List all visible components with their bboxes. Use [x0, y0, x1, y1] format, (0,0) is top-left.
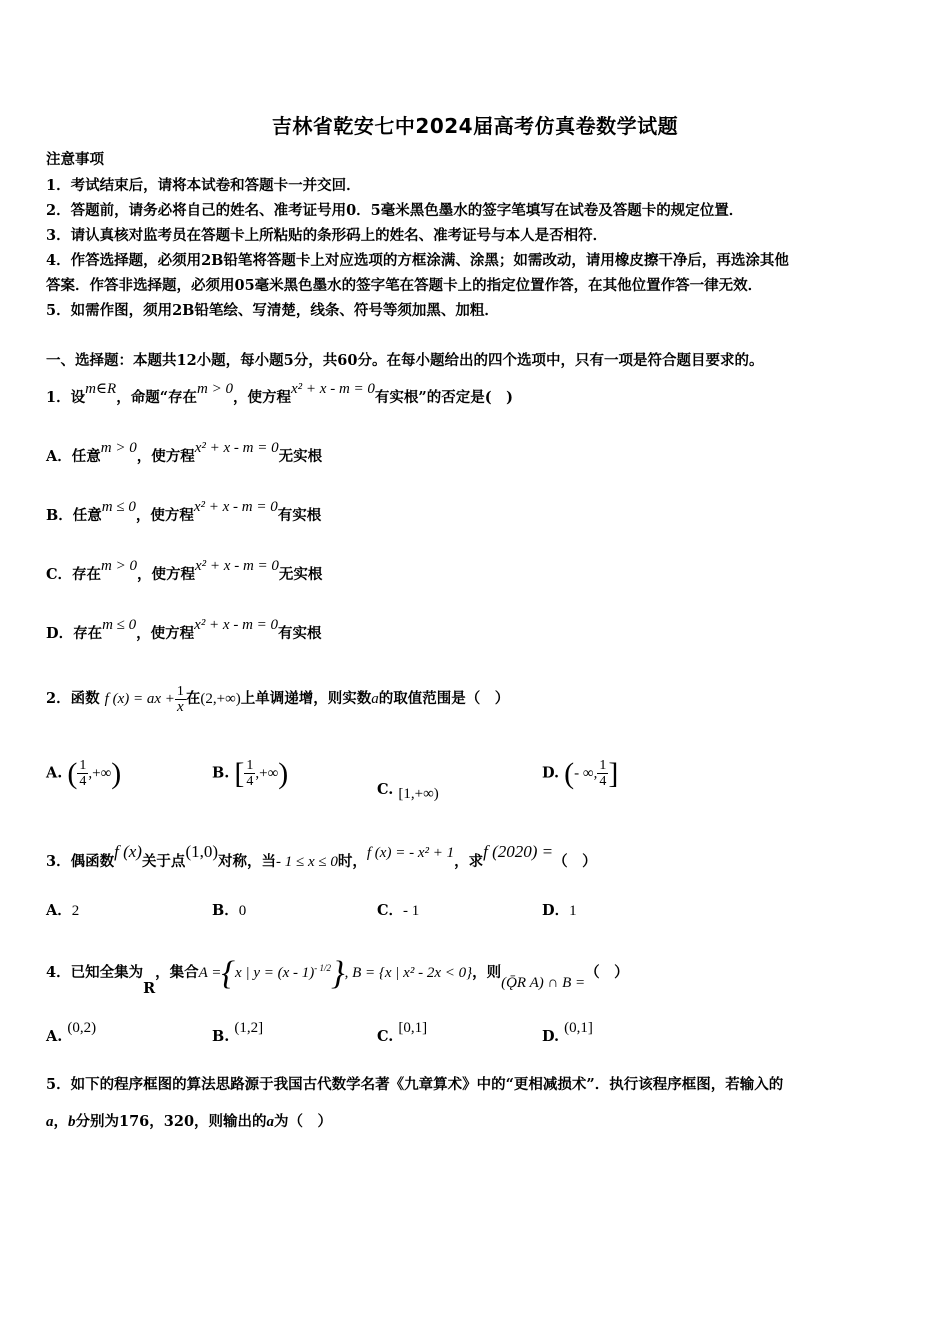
- q3-text: 时，: [337, 853, 367, 870]
- option-label: B.: [212, 1028, 230, 1045]
- set-a-prefix: A =: [198, 965, 222, 981]
- q1-text: 1．设: [46, 389, 86, 406]
- q1-text: ，使方程: [233, 389, 292, 406]
- question-3: [46, 842, 597, 872]
- bracket: (: [67, 756, 78, 790]
- note-item: 3．请认真核对监考员在答题卡上所粘贴的条形码上的姓名、准考证号与本人是否相符．: [46, 227, 608, 244]
- option-math: ,+∞: [88, 765, 112, 782]
- q4-option-b: [212, 1020, 264, 1046]
- q4-math: R: [143, 980, 156, 997]
- q3-option-b: [212, 899, 246, 920]
- option-math: m > 0: [100, 440, 137, 456]
- q2-math: f (x) = ax +: [104, 691, 175, 707]
- q3-option-c: [377, 899, 419, 920]
- option-math: - ∞,: [574, 765, 598, 782]
- option-text: ，使方程: [136, 625, 195, 642]
- q1-option-a: [46, 440, 323, 467]
- option-text: 无实根: [278, 566, 323, 583]
- option-label: D．存在: [46, 625, 103, 642]
- option-math: m > 0: [101, 558, 138, 574]
- q5-var: a: [266, 1114, 275, 1130]
- q5-text: ，: [53, 1113, 68, 1130]
- q1-option-d: [46, 617, 322, 644]
- brace: }: [331, 954, 345, 992]
- fraction: [597, 758, 608, 789]
- q5-text: 分别为176，320，则输出的: [75, 1113, 267, 1130]
- option-math: [1,+∞): [398, 786, 439, 802]
- q1-option-c: [46, 558, 323, 585]
- q4-set-expression: [198, 954, 473, 992]
- q1-math: m∈R: [85, 381, 117, 397]
- q5-var: a: [46, 1114, 54, 1130]
- fraction-numerator: 1: [599, 758, 607, 773]
- q3-math: (1,0): [185, 842, 219, 861]
- bracket: ): [278, 756, 289, 790]
- q4-option-a: [46, 1020, 97, 1046]
- note-item: 1．考试结束后，请将本试卷和答题卡一并交回．: [46, 177, 361, 194]
- q4-text: 4．已知全集为: [46, 964, 144, 981]
- option-math: ,+∞: [255, 765, 279, 782]
- option-label: C.: [377, 781, 394, 798]
- option-label: A.: [46, 764, 63, 782]
- option-text: 有实根: [277, 507, 322, 524]
- q2-text: 2．函数: [46, 690, 100, 707]
- q1-math: m > 0: [197, 381, 234, 397]
- option-value: (0,2): [67, 1020, 97, 1036]
- q4-text: ，则: [472, 964, 502, 981]
- question-5-line-1: 5．如下的程序框图的算法思路源于我国古代数学名著《九章算术》中的“更相减损术”．执行该程序框图，若输入的: [46, 1076, 784, 1093]
- option-value: 1: [569, 903, 577, 919]
- fraction-denominator: 4: [79, 774, 87, 789]
- q4-option-d: [542, 1020, 593, 1046]
- option-value: (1,2]: [234, 1020, 264, 1036]
- set-a-body: x | y = (x - 1): [235, 965, 315, 981]
- q3-text: 对称，当: [218, 853, 277, 870]
- q2-text: 在: [185, 690, 201, 707]
- question-1: [46, 381, 513, 408]
- question-2: [46, 682, 509, 716]
- q2-text: 上单调递增，则实数: [240, 690, 372, 707]
- q3-option-d: [542, 899, 577, 920]
- option-text: 无实根: [278, 448, 323, 465]
- q1-math: x² + x - m = 0: [291, 381, 375, 397]
- q4-text: （ ）: [585, 964, 629, 981]
- brace: {: [221, 954, 236, 992]
- q2-text: 的取值范围是（ ）: [378, 690, 510, 707]
- fraction-numerator: 1: [246, 758, 254, 773]
- notes-heading: 注意事项: [46, 151, 104, 168]
- note-item: 5．如需作图，须用2B铅笔绘、写清楚，线条、符号等须加黑、加粗．: [46, 302, 499, 319]
- option-text: 有实根: [278, 625, 322, 642]
- option-value: (0,1]: [564, 1020, 593, 1036]
- fraction-denominator: 4: [246, 774, 254, 789]
- option-label: C．存在: [46, 566, 102, 583]
- q3-text: 3．偶函数: [46, 853, 115, 870]
- option-label: A．: [46, 902, 72, 919]
- q4-text: ，集合: [155, 964, 199, 981]
- option-math: m ≤ 0: [102, 617, 137, 633]
- q3-option-a: [46, 899, 79, 920]
- q2-option-a: [46, 758, 121, 789]
- option-math: x² + x - m = 0: [194, 440, 279, 456]
- q2-option-b: [212, 758, 288, 789]
- option-math: x² + x - m = 0: [195, 558, 279, 574]
- bracket: ]: [608, 756, 619, 790]
- option-label: B．任意: [46, 507, 102, 524]
- q1-text: 有实根”的否定是( ): [374, 389, 513, 406]
- q1-option-b: [46, 499, 322, 526]
- note-item: 答案．作答非选择题，必须用05毫米黑色墨水的签字笔在答题卡上的指定位置作答，在其他位置作答一律无效．: [46, 277, 763, 294]
- q3-text: 关于点: [141, 853, 186, 870]
- page-title: 吉林省乾安七中2024届高考仿真卷数学试题: [271, 114, 679, 138]
- set-a-exponent: - 1/2: [314, 963, 331, 973]
- q2-option-d: [542, 758, 618, 789]
- q4-math: (ǬR A) ∩ B =: [501, 975, 586, 991]
- option-label: A.: [46, 1028, 63, 1045]
- question-5-line-2: [46, 1112, 332, 1132]
- fraction: [244, 758, 255, 789]
- option-label: A．任意: [46, 448, 101, 465]
- option-label: C.: [377, 1028, 394, 1045]
- question-4: [46, 954, 629, 997]
- option-text: ，使方程: [137, 566, 196, 583]
- option-label: B．: [212, 902, 239, 919]
- option-math: x² + x - m = 0: [193, 499, 278, 515]
- q2-fraction: [175, 684, 186, 715]
- q3-text: ，求: [454, 853, 484, 870]
- q2-option-c: [377, 781, 439, 802]
- fraction: [77, 758, 88, 789]
- q3-math: - 1 ≤ x ≤ 0: [276, 854, 338, 870]
- option-label: D.: [542, 764, 560, 782]
- option-label: C．: [377, 902, 404, 919]
- option-math: m ≤ 0: [101, 499, 136, 515]
- option-value: [0,1]: [398, 1020, 428, 1036]
- option-label: B.: [212, 764, 230, 782]
- bracket: [: [234, 756, 245, 790]
- option-text: ，使方程: [136, 448, 195, 465]
- bracket: (: [564, 756, 575, 790]
- section-heading: 一、选择题：本题共12小题，每小题5分，共60分。在每小题给出的四个选项中，只有一项是符合题目要求的。: [46, 352, 764, 369]
- q5-text: 为（ ）: [274, 1113, 333, 1130]
- option-math: x² + x - m = 0: [194, 617, 279, 633]
- set-b: , B = {x | x² - 2x < 0}: [344, 965, 473, 981]
- q4-option-c: [377, 1020, 428, 1046]
- q5-var: b: [68, 1114, 76, 1130]
- q3-math: f (2020) =: [483, 842, 554, 861]
- fraction-numerator: 1: [79, 758, 87, 773]
- fraction-denominator: x: [177, 698, 184, 715]
- note-item: 4．作答选择题，必须用2B铅笔将答题卡上对应选项的方框涂满、涂黑；如需改动，请用橡皮擦干净后，再选涂其他: [46, 252, 789, 269]
- option-label: D．: [542, 902, 570, 919]
- option-value: - 1: [403, 903, 420, 919]
- q1-text: ，命题“存在: [116, 389, 198, 406]
- q2-math: (2,+∞): [200, 691, 241, 707]
- option-value: 2: [71, 903, 80, 919]
- fraction-denominator: 4: [599, 774, 607, 789]
- q3-math: f (x): [114, 842, 142, 861]
- q3-text: （ ）: [553, 853, 597, 870]
- q2-math: a: [371, 691, 379, 707]
- note-item: 2．答题前，请务必将自己的姓名、准考证号用0．5毫米黑色墨水的签字笔填写在试卷及答题卡的规定位置．: [46, 202, 744, 219]
- option-label: D.: [542, 1028, 560, 1045]
- q3-math: f (x) = - x² + 1: [366, 845, 455, 861]
- fraction-numerator: 1: [176, 683, 184, 699]
- option-value: 0: [238, 903, 247, 919]
- bracket: ): [111, 756, 122, 790]
- option-text: ，使方程: [135, 507, 194, 524]
